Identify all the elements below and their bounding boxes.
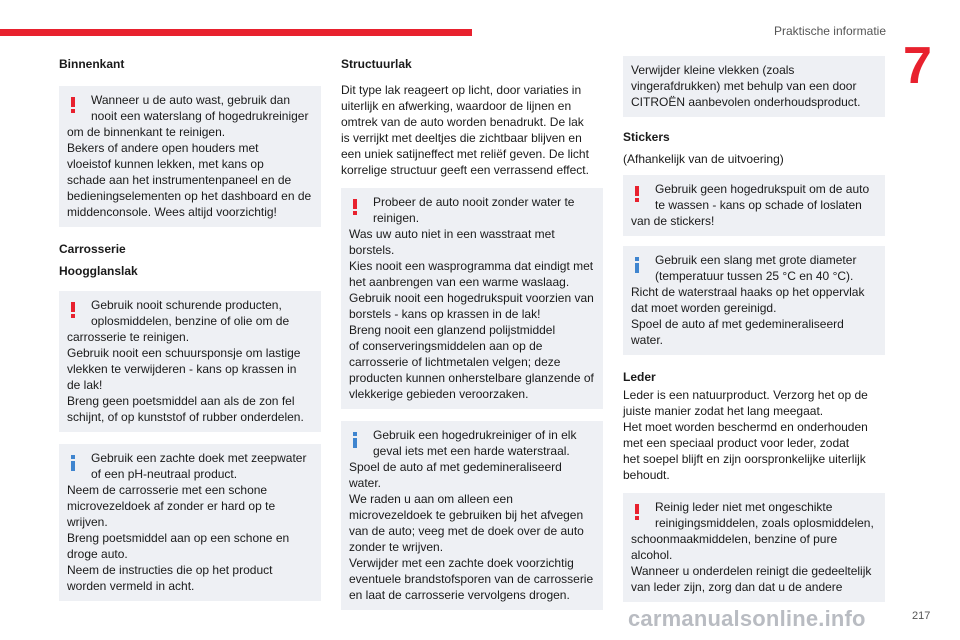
text-line: Verwijder met een zachte doek voorzichtig <box>349 556 574 570</box>
text-line: eventuele brandstofsporen van de carrosserie <box>349 572 594 586</box>
info-box-gloss <box>59 444 321 601</box>
text-line: korrelige structuur geeft een verrassend effect. <box>341 163 589 177</box>
info-box-stickers <box>623 246 885 355</box>
text-line: van de stickers! <box>631 214 715 228</box>
text-line: microvezeldoek te gebruiken bij het afvegen <box>349 508 584 522</box>
text-line: Leder is een natuurproduct. Verzorg het op de <box>623 388 868 402</box>
heading-binnenkant: Binnenkant <box>59 57 125 71</box>
info-box-texture <box>341 421 603 610</box>
heading-stickers: Stickers <box>623 130 670 144</box>
warning-box-texture <box>341 188 603 409</box>
text-line: een uniek satijneffect met reliëf geven. De licht <box>341 147 589 161</box>
text-line: Verwijder kleine vlekken (zoals <box>631 63 795 77</box>
text-line: Breng nooit een glanzend polijstmiddel <box>349 323 556 337</box>
text-line: carrosserie te reinigen. <box>67 330 190 344</box>
warning-icon <box>353 199 357 213</box>
text-line: Was uw auto niet in een wasstraat met <box>349 227 555 241</box>
text-line: vlekkerige gebieden veroorzaken. <box>349 387 529 401</box>
text-line: en laat de carrosserie vervolgens drogen. <box>349 588 570 602</box>
text-line: microvezeldoek af zonder er hard op te <box>67 499 276 513</box>
text-line: vloeistof kunnen lekken, met kans op <box>67 157 264 171</box>
text-line: schade aan het instrumentenpaneel en de <box>67 173 292 187</box>
text-line: Kies nooit een wasprogramma dat eindigt met <box>349 259 594 273</box>
warning-icon <box>635 186 639 200</box>
text-line: reinigingsmiddelen, zoals oplosmiddelen, <box>655 516 874 530</box>
text-line: Het moet worden beschermd en onderhouden <box>623 420 868 434</box>
info-icon <box>71 455 75 471</box>
text-line: carrosserie of lichtmetalen velgen; deze <box>349 355 561 369</box>
text-line: behoudt. <box>623 468 670 482</box>
watermark: carmanualsonline.info <box>628 606 866 631</box>
text-line: water. <box>349 476 382 490</box>
text-line: borstels. <box>349 243 395 257</box>
warning-icon <box>71 97 75 111</box>
text-line: Bekers of andere open houders met <box>67 141 259 155</box>
section-title: Praktische informatie <box>773 24 886 38</box>
text-line: Dit type lak reageert op licht, door variaties in <box>341 83 582 97</box>
text-line: is verrijkt met deeltjes die zichtbaar blijven en <box>341 131 582 145</box>
text-line: borstels - kans op krassen in de lak! <box>349 307 541 321</box>
heading-structuurlak: Structuurlak <box>341 57 412 71</box>
text-line: water. <box>631 333 664 347</box>
text-line: uiterlijk en afwerking, waardoor de lijnen en <box>341 99 572 113</box>
warning-icon <box>635 504 639 518</box>
text-line: geval iets met een harde waterstraal. <box>373 444 570 458</box>
text-line: vingerafdrukken) met behulp van een door <box>631 79 857 93</box>
text-line: nooit een waterslang of hogedrukreiniger <box>91 109 309 123</box>
text-line: reinigen. <box>373 211 420 225</box>
note-box-continued <box>623 56 885 117</box>
text-line: Spoel de auto af met gedemineraliseerd <box>631 317 844 331</box>
text-line: producten kunnen onherstelbare glanzende of <box>349 371 594 385</box>
text-line: Wanneer u onderdelen reinigt die gedeeltelijk <box>631 564 872 578</box>
column-left <box>59 56 321 601</box>
info-icon <box>353 432 357 448</box>
text-line: Breng poetsmiddel aan op een schone en <box>67 531 290 545</box>
text-line: Gebruik nooit een hogedrukspuit voorzien van <box>349 291 594 305</box>
text-line: juiste manier zodat het lang meegaat. <box>623 404 824 418</box>
warning-icon <box>71 302 75 316</box>
text-line: Spoel de auto af met gedemineraliseerd <box>349 460 562 474</box>
text-line: (temperatuur tussen 25 °C en 40 °C). <box>655 269 854 283</box>
text-line: Probeer de auto nooit zonder water te <box>373 195 575 209</box>
column-right <box>623 56 885 602</box>
header-accent-bar <box>0 29 472 36</box>
text-line: CITROËN aanbevolen onderhoudsproduct. <box>631 95 861 109</box>
chapter-number: 7 <box>903 37 932 95</box>
text-line: Wanneer u de auto wast, gebruik dan <box>91 93 291 107</box>
warning-box-stickers <box>623 175 885 236</box>
text-line: droge auto. <box>67 547 128 561</box>
text-line: Gebruik nooit schurende producten, <box>91 298 282 312</box>
text-line: met een speciaal product voor leder, zodat <box>623 436 850 450</box>
heading-hoogglanslak: Hoogglanslak <box>59 264 138 278</box>
stickers-note: (Afhankelijk van de uitvoering) <box>623 152 784 166</box>
text-line: Gebruik een hogedrukreiniger of in elk <box>373 428 577 442</box>
text-line: Gebruik een slang met grote diameter <box>655 253 857 267</box>
text-line: dat moet worden gereinigd. <box>631 301 777 315</box>
warning-box-gloss <box>59 291 321 432</box>
text-line: Richt de waterstraal haaks op het oppervlak <box>631 285 865 299</box>
text-line: Gebruik geen hogedrukspuit om de auto <box>655 182 870 196</box>
text-line: te wassen - kans op schade of loslaten <box>655 198 862 212</box>
warning-box-interior <box>59 86 321 227</box>
text-line: Breng geen poetsmiddel aan als de zon fel <box>67 394 295 408</box>
text-line: We raden u aan om alleen een <box>349 492 513 506</box>
text-line: Reinig leder niet met ongeschikte <box>655 500 833 514</box>
text-line: zonder te wrijven. <box>349 540 444 554</box>
text-line: Gebruik een zachte doek met zeepwater <box>91 451 307 465</box>
text-line: oplosmiddelen, benzine of olie om de <box>91 314 290 328</box>
text-line: vlekken te verwijderen - kans op krassen in <box>67 362 297 376</box>
text-line: bedieningselementen op het dashboard en de <box>67 189 312 203</box>
heading-leder: Leder <box>623 370 656 384</box>
column-middle <box>341 56 603 610</box>
text-line: Neem de carrosserie met een schone <box>67 483 268 497</box>
text-line: schijnt, of op kunststof of rubber onderdelen. <box>67 410 304 424</box>
text-line: omtrek van de auto worden benadrukt. De lak <box>341 115 584 129</box>
text-line: of conserveringsmiddelen aan op de <box>349 339 543 353</box>
page-number: 217 <box>912 610 931 622</box>
text-line: worden vermeld in acht. <box>67 579 195 593</box>
text-line: het aanbrengen van een warme waslaag. <box>349 275 570 289</box>
text-line: het soepel blijft en zijn oorspronkelijke uiterlijk <box>623 452 866 466</box>
text-line: om de binnenkant te reinigen. <box>67 125 226 139</box>
text-line: Gebruik nooit een schuursponsje om lastige <box>67 346 301 360</box>
text-line: van leder zijn, zorg dan dat u de andere <box>631 580 843 594</box>
text-line: middenconsole. Wees altijd voorzichtig! <box>67 205 277 219</box>
text-line: Neem de instructies die op het product <box>67 563 273 577</box>
text-line: of een pH-neutraal product. <box>91 467 238 481</box>
text-line: schoonmaakmiddelen, benzine of pure <box>631 532 838 546</box>
heading-carrosserie: Carrosserie <box>59 242 126 256</box>
text-line: van de auto; veeg met de doek over de auto <box>349 524 584 538</box>
text-line: alcohol. <box>631 548 673 562</box>
info-icon <box>635 257 639 273</box>
text-line: wrijven. <box>67 515 108 529</box>
warning-box-leather <box>623 493 885 602</box>
text-line: de lak! <box>67 378 103 392</box>
